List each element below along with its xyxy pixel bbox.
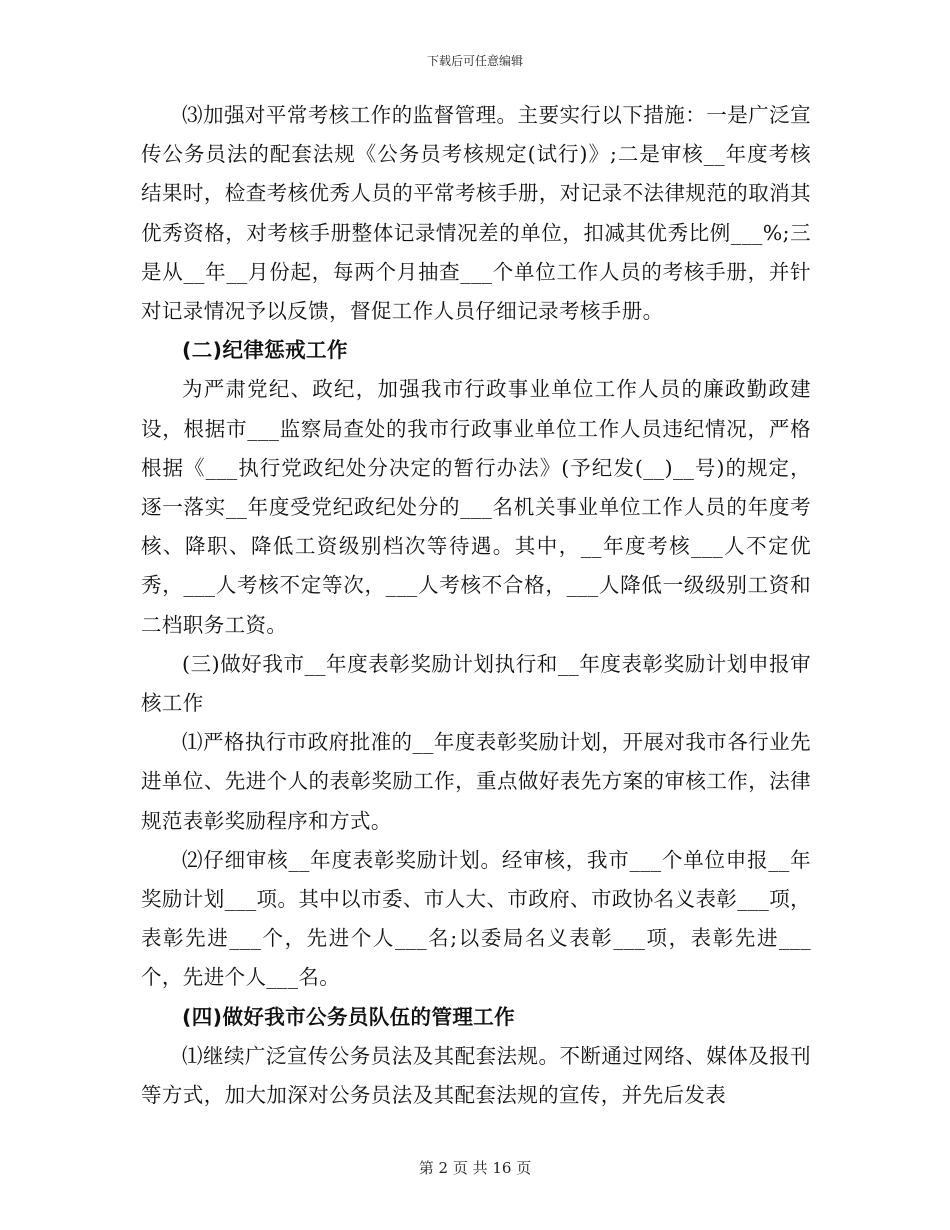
paragraph-award-review: ⑵仔细审核__年度表彰奖励计划。经审核，我市___个单位申报__年奖励计划___项。其中以市委、市人大、市政府、市政协名义表彰___项，表彰先进___个，先进个人___名;以委局名义表彰___项，表彰先进___个，先进个人___名。 <box>141 847 811 990</box>
page-number: 第 2 页 共 16 页 <box>418 1159 532 1177</box>
section-heading-civil-servants: (四)做好我市公务员队伍的管理工作 <box>182 1004 516 1029</box>
paragraph-award-execution: ⑴严格执行市政府批准的__年度表彰奖励计划，开展对我市各行业先进单位、先进个人的表彰奖励工作，重点做好表先方案的审核工作，法律规范表彰奖励程序和方式。 <box>141 730 811 833</box>
paragraph-supervision: ⑶加强对平常考核工作的监督管理。主要实行以下措施：一是广泛宣传公务员法的配套法规《公务员考核规定(试行)》;二是审核__年度考核结果时，检查考核优秀人员的平常考核手册，对记录不法律规范的取消其优秀资格，对考核手册整体记录情况差的单位，扣减其优秀比例___%;三是从__年__月份起，每两个月抽查___个单位工作人员的考核手册，并针对记录情况予以反馈，督促工作人员仔细记录考核手册。 <box>141 103 811 324</box>
document-body <box>141 96 811 1115</box>
paragraph-publicity: ⑴继续广泛宣传公务员法及其配套法规。不断通过网络、媒体及报刊等方式，加大加深对公务员法及其配套法规的宣传，并先后发表 <box>141 1043 811 1108</box>
section-heading-discipline: (二)纪律惩戒工作 <box>182 338 348 363</box>
paragraph-discipline: 为严肃党纪、政纪，加强我市行政事业单位工作人员的廉政勤政建设，根据市___监察局查处的我市行政事业单位工作人员违纪情况，严格根据《___执行党政纪处分决定的暂行办法》(予纪发(__)__号)的规定，逐一落实__年度受党纪政纪处分的___名机关事业单位工作人员的年度考核、降职、降低工资级别档次等待遇。其中，__年度考核___人不定优秀，___人考核不定等次，___人考核不合格，___人降低一级级别工资和二档职务工资。 <box>141 377 811 637</box>
page-header: 下载后可任意编辑 <box>426 54 523 68</box>
section-heading-awards: (三)做好我市__年度表彰奖励计划执行和__年度表彰奖励计划申报审核工作 <box>141 651 811 716</box>
